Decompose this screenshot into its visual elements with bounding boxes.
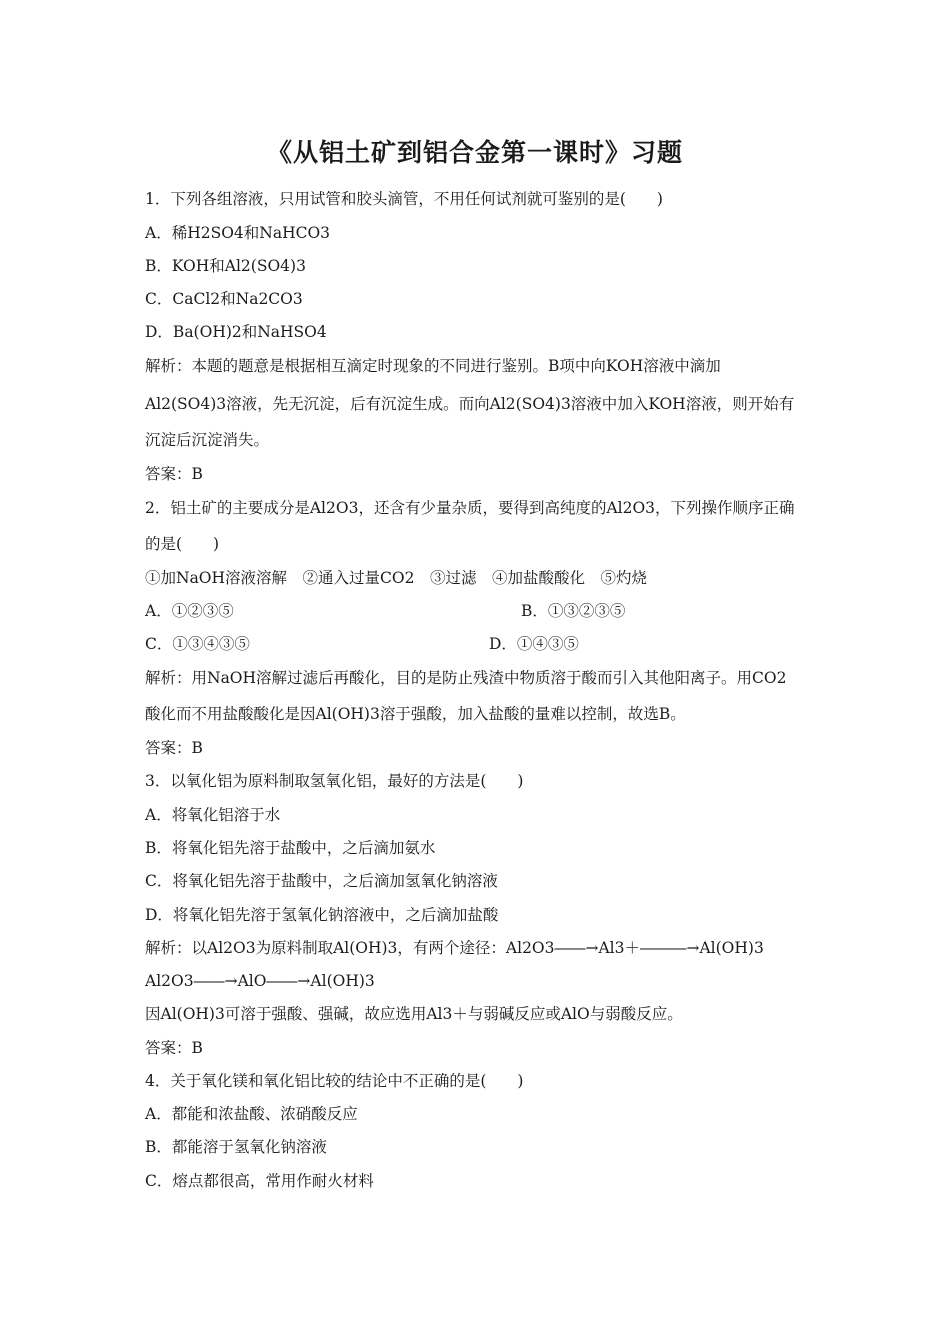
q1-stem: 1．下列各组溶液，只用试管和胶头滴管，不用任何试剂就可鉴别的是( ) (145, 190, 663, 208)
q2-options-row-2 (145, 634, 815, 654)
q4-stem: 4．关于氧化镁和氧化铝比较的结论中不正确的是( ) (145, 1072, 524, 1090)
q1-analysis-line: 解析：本题的题意是根据相互滴定时现象的不同进行鉴别。B项中向KOH溶液中滴加 (145, 357, 721, 375)
q2-option-b: B．①③②③⑤ (521, 602, 626, 620)
q4-option-b: B．都能溶于氢氧化钠溶液 (145, 1138, 327, 1156)
q3-option-b: B．将氧化铝先溶于盐酸中，之后滴加氨水 (145, 839, 436, 857)
q3-option-d: D．将氧化铝先溶于氢氧化钠溶液中，之后滴加盐酸 (145, 906, 499, 924)
q1-answer: 答案：B (145, 465, 203, 483)
q1-option-a: A．稀H2SO4和NaHCO3 (145, 224, 331, 242)
q1-option-b: B．KOH和Al2(SO4)3 (145, 257, 306, 275)
q3-option-c: C．将氧化铝先溶于盐酸中，之后滴加氢氧化钠溶液 (145, 872, 498, 890)
q3-analysis-line: Al2O3――→AlO――→Al(OH)3 (145, 972, 375, 990)
q4-option-c: C．熔点都很高，常用作耐火材料 (145, 1172, 374, 1190)
q2-option-a: A．①②③⑤ (145, 602, 234, 620)
q4-option-a: A．都能和浓盐酸、浓硝酸反应 (145, 1105, 358, 1123)
q2-steps: ①加NaOH溶液溶解 ②通入过量CO2 ③过滤 ④加盐酸酸化 ⑤灼烧 (145, 569, 647, 587)
q1-option-d: D．Ba(OH)2和NaHSO4 (145, 323, 327, 341)
q3-analysis-line: 解析：以Al2O3为原料制取Al(OH)3，有两个途径：Al2O3――→Al3＋―――→Al(OH)3 (145, 939, 764, 957)
q2-options-row-1 (145, 601, 815, 621)
q3-option-a: A．将氧化铝溶于水 (145, 806, 281, 824)
q2-option-d: D．①④③⑤ (489, 635, 579, 653)
page-title: 《从铝土矿到铝合金第一课时》习题 (266, 138, 683, 167)
q1-analysis-line: Al2(SO4)3溶液，先无沉淀，后有沉淀生成。而向Al2(SO4)3溶液中加入KOH溶液，则开始有 (145, 395, 795, 413)
q3-stem: 3．以氧化铝为原料制取氢氧化铝，最好的方法是( ) (145, 772, 524, 790)
q2-stem: 2．铝土矿的主要成分是Al2O3，还含有少量杂质，要得到高纯度的Al2O3，下列操作顺序正确 (145, 499, 795, 517)
q2-stem: 的是( ) (145, 535, 220, 553)
q2-option-c: C．①③④③⑤ (145, 635, 250, 653)
q1-option-c: C．CaCl2和Na2CO3 (145, 290, 303, 308)
q2-analysis-line: 酸化而不用盐酸酸化是因Al(OH)3溶于强酸，加入盐酸的量难以控制，故选B。 (145, 705, 686, 723)
q3-answer: 答案：B (145, 1039, 203, 1057)
q1-analysis-line: 沉淀后沉淀消失。 (145, 431, 270, 449)
q3-analysis-line: 因Al(OH)3可溶于强酸、强碱，故应选用Al3＋与弱碱反应或AlO与弱酸反应。 (145, 1005, 683, 1023)
q2-answer: 答案：B (145, 739, 203, 757)
q2-analysis-line: 解析：用NaOH溶解过滤后再酸化，目的是防止残渣中物质溶于酸而引入其他阳离子。用CO2 (145, 669, 787, 687)
